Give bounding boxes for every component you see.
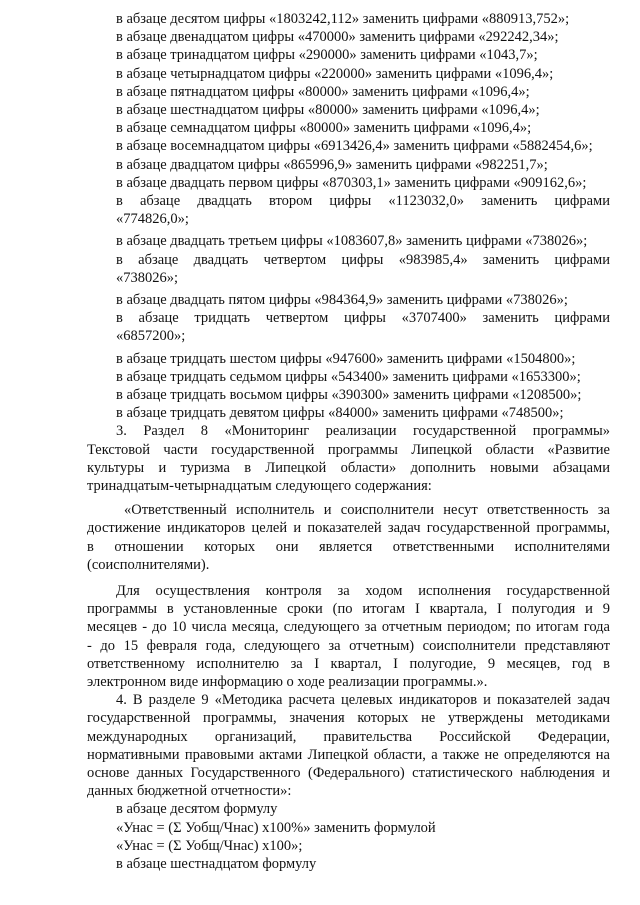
text-line: в абзаце тринадцатом цифры «290000» заменить цифрами «1043,7»; [116,47,538,64]
text-line: в абзаце тридцать девятом цифры «84000» заменить цифрами «748500»; [116,405,564,422]
text-line: в абзаце двадцатом цифры «865996,9» заменить цифрами «982251,7»; [116,156,548,173]
text-line: международных организаций, правительства Российской Федерации, [87,728,610,745]
text-line: «738026»; [116,269,179,286]
text-line: в абзаце двадцать четвертом цифры «983985,4» заменить цифрами [116,251,610,268]
text-line: в абзаце десятом формулу [116,801,278,818]
formula-line: «Унас = (Σ Уобщ/Чнас) х100%» заменить формулой [116,819,436,836]
text-line: в абзаце двадцать пятом цифры «984364,9» заменить цифрами «738026»; [116,292,568,308]
text-line: «774826,0»; [116,211,189,228]
text-line: в абзаце тридцать восьмом цифры «390300» заменить цифрами «1208500»; [116,387,582,403]
text-line: в абзаце тридцать четвертом цифры «3707400» заменить цифрами [116,310,610,327]
text-line: в абзаце восемнадцатом цифры «6913426,4» заменить цифрами «5882454,6»; [116,138,593,155]
text-line: государственной программы, значения которых не утверждены методиками [87,710,610,727]
formula-line: «Унас = (Σ Уобщ/Чнас) х100»; [116,837,303,854]
text-line: (соисполнителями). [87,556,210,573]
text-line: в отношении которых они является ответственными исполнителями [87,538,610,555]
text-line: достижение индикаторов целей и показателей задач государственной программы, [87,520,610,537]
text-line: в абзаце четырнадцатом цифры «220000» заменить цифрами «1096,4»; [116,65,554,82]
text-line: «6857200»; [116,328,186,345]
text-line: электронном виде информацию о ходе реализации программы.». [87,674,488,690]
text-line: в абзаце двенадцатом цифры «470000» заменить цифрами «292242,34»; [116,29,559,46]
text-line: ответственному исполнителю за I квартал, I полугодие, 9 месяцев, год в [87,655,610,672]
section-3-heading-line: 3. Раздел 8 «Мониторинг реализации государственной программы» [116,423,610,440]
text-line: в абзаце двадцать втором цифры «1123032,0» заменить цифрами [116,193,610,209]
text-line: в абзаце пятнадцатом цифры «80000» заменить цифрами «1096,4»; [116,83,530,100]
text-line: в абзаце двадцать третьем цифры «1083607,8» заменить цифрами «738026»; [116,233,588,250]
text-line: - до 15 февраля года, следующего за отчетным) соисполнители представляют [87,637,610,654]
text-line: нормативными правовыми актами Липецкой области, а также не определяются на [87,746,610,763]
section-4-heading-line: 4. В разделе 9 «Методика расчета целевых индикаторов и показателей задач [116,692,610,709]
text-line: программы в установленные сроки (по итогам I квартала, I полугодия и 9 [87,601,610,618]
paragraph-line: Для осуществления контроля за ходом исполнения государственной [116,583,610,599]
quote-paragraph-line: «Ответственный исполнитель и соисполнители несут ответственность за [124,502,610,519]
text-line: в абзаце шестнадцатом формулу [116,856,317,872]
text-line: в абзаце двадцать первом цифры «870303,1» заменить цифрами «909162,6»; [116,174,587,191]
text-line: Текстовой части государственной программы Липецкой области «Развитие [87,441,610,458]
text-line: в абзаце тридцать шестом цифры «947600» заменить цифрами «1504800»; [116,350,576,367]
text-line: данных бюджетной отчетности»: [87,783,292,800]
text-line: культуры и туризма в Липецкой области» дополнить новыми абзацами [87,459,610,476]
text-line: месяцев - до 10 числа месяца, следующего за отчетным периодом; по итогам года [87,619,610,636]
text-line: в абзаце десятом цифры «1803242,112» заменить цифрами «880913,752»; [116,11,570,27]
text-line: тринадцатым-четырнадцатым следующего содержания: [87,478,432,494]
text-line: в абзаце шестнадцатом цифры «80000» заменить цифрами «1096,4»; [116,102,540,118]
text-line: в абзаце семнадцатом цифры «80000» заменить цифрами «1096,4»; [116,120,532,137]
text-line: основе данных Государственного (Федерального) статистического наблюдения и [87,765,610,781]
text-line: в абзаце тридцать седьмом цифры «543400» заменить цифрами «1653300»; [116,368,581,385]
